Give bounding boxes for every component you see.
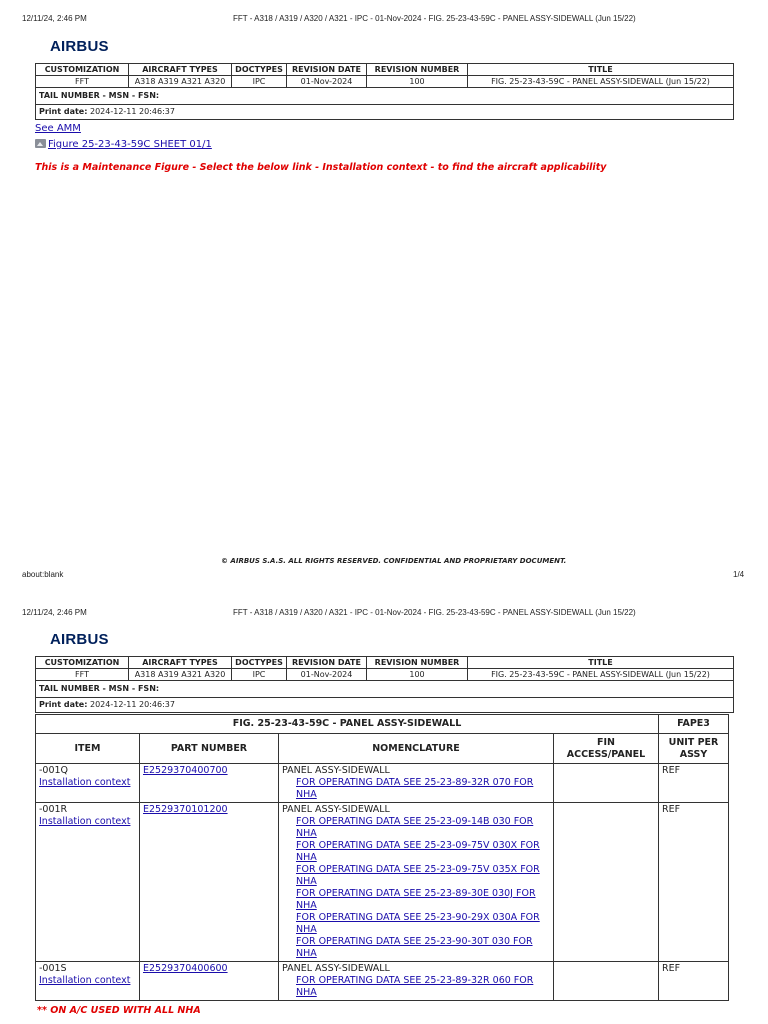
meta-value: A318 A319 A321 A320: [129, 669, 232, 681]
column-header-item: ITEM: [36, 734, 140, 764]
parts-header-row: [36, 734, 729, 764]
tail-number-label: TAIL NUMBER - MSN - FSN:: [36, 681, 734, 698]
nha-reference-link[interactable]: FOR OPERATING DATA SEE 25-23-09-75V 030X FOR NHA: [296, 840, 540, 863]
meta-value: 01-Nov-2024: [287, 76, 367, 88]
nha-reference-link[interactable]: FOR OPERATING DATA SEE 25-23-90-29X 030A FOR NHA: [296, 912, 540, 935]
table-row: [36, 962, 729, 1001]
column-header-unit-per-assy: UNIT PER ASSY: [659, 734, 729, 764]
meta-header: AIRCRAFT TYPES: [129, 64, 232, 76]
meta-value: FFT: [36, 669, 129, 681]
meta-header: REVISION DATE: [287, 657, 367, 669]
print-timestamp: 12/11/24, 2:46 PM: [22, 608, 87, 617]
item-cell: [36, 764, 140, 803]
meta-header: DOCTYPES: [232, 657, 287, 669]
item-number: -001R: [39, 804, 68, 815]
meta-value: FFT: [36, 76, 129, 88]
meta-value: IPC: [232, 76, 287, 88]
print-page-number: 1/4: [733, 570, 745, 579]
table-row: [36, 764, 729, 803]
meta-value-row: [36, 76, 734, 88]
maintenance-note: This is a Maintenance Figure - Select the below link - Installation context - to find the aircraft applicability: [35, 162, 607, 173]
item-number: -001Q: [39, 765, 69, 776]
column-header-part-number: PART NUMBER: [140, 734, 279, 764]
meta-header: REVISION NUMBER: [367, 657, 468, 669]
print-date: Print date: 2024-12-11 20:46:37: [36, 698, 734, 713]
figure-title-row: [36, 715, 729, 734]
nha-reference-link[interactable]: FOR OPERATING DATA SEE 25-23-89-30E 030J FOR NHA: [296, 888, 536, 911]
part-number-cell: [140, 764, 279, 803]
print-timestamp: 12/11/24, 2:46 PM: [22, 14, 87, 23]
print-date-row: [36, 105, 734, 120]
meta-header: TITLE: [468, 657, 734, 669]
print-date-value: 2024-12-11 20:46:37: [89, 107, 175, 116]
image-icon: [35, 139, 46, 148]
unit-per-assy-cell: REF: [659, 962, 729, 1001]
tail-number-label: TAIL NUMBER - MSN - FSN:: [36, 88, 734, 105]
meta-value: 100: [367, 76, 468, 88]
meta-value-row: [36, 669, 734, 681]
unit-per-assy-cell: REF: [659, 803, 729, 962]
meta-value: FIG. 25-23-43-59C - PANEL ASSY-SIDEWALL (Jun 15/22): [468, 669, 734, 681]
tail-number-row: [36, 681, 734, 698]
document-meta-table: [35, 656, 734, 713]
meta-header: TITLE: [468, 64, 734, 76]
meta-value: FIG. 25-23-43-59C - PANEL ASSY-SIDEWALL (Jun 15/22): [468, 76, 734, 88]
meta-header: DOCTYPES: [232, 64, 287, 76]
airbus-logo: AIRBUS: [50, 38, 109, 55]
meta-value: A318 A319 A321 A320: [129, 76, 232, 88]
fin-access-cell: [554, 962, 659, 1001]
nomenclature-text: PANEL ASSY-SIDEWALL: [282, 963, 390, 974]
meta-value: 01-Nov-2024: [287, 669, 367, 681]
airbus-logo: AIRBUS: [50, 631, 109, 648]
meta-header: REVISION DATE: [287, 64, 367, 76]
item-cell: [36, 803, 140, 962]
figure-title: FIG. 25-23-43-59C - PANEL ASSY-SIDEWALL: [36, 715, 659, 734]
part-number-link[interactable]: E2529370400600: [143, 963, 228, 974]
meta-value: IPC: [232, 669, 287, 681]
nha-reference-link[interactable]: FOR OPERATING DATA SEE 25-23-09-14B 030 FOR NHA: [296, 816, 534, 839]
print-header-title: FFT - A318 / A319 / A320 / A321 - IPC - 01-Nov-2024 - FIG. 25-23-43-59C - PANEL ASSY-SIDEWALL (Jun 15/22): [233, 14, 636, 23]
item-cell: [36, 962, 140, 1001]
installation-context-link[interactable]: Installation context: [39, 777, 131, 788]
fin-access-cell: [554, 803, 659, 962]
unit-per-assy-cell: REF: [659, 764, 729, 803]
nha-reference-link[interactable]: FOR OPERATING DATA SEE 25-23-90-30T 030 FOR NHA: [296, 936, 533, 959]
parts-list-table: [35, 714, 729, 1001]
installation-context-link[interactable]: Installation context: [39, 975, 131, 986]
copyright-notice: © AIRBUS S.A.S. ALL RIGHTS RESERVED. CONFIDENTIAL AND PROPRIETARY DOCUMENT.: [221, 557, 567, 565]
figure-code: FAPE3: [659, 715, 729, 734]
column-header-nomenclature: NOMENCLATURE: [279, 734, 554, 764]
nha-reference-link[interactable]: FOR OPERATING DATA SEE 25-23-09-75V 035X FOR NHA: [296, 864, 540, 887]
part-number-link[interactable]: E2529370101200: [143, 804, 228, 815]
meta-header-row: [36, 657, 734, 669]
nomenclature-cell: [279, 962, 554, 1001]
print-date: Print date: 2024-12-11 20:46:37: [36, 105, 734, 120]
print-footer-url: about:blank: [22, 570, 64, 579]
meta-header-row: [36, 64, 734, 76]
nomenclature-cell: [279, 803, 554, 962]
fin-access-cell: [554, 764, 659, 803]
document-meta-table: [35, 63, 734, 120]
print-date-value: 2024-12-11 20:46:37: [89, 700, 175, 709]
tail-number-row: [36, 88, 734, 105]
nha-reference-link[interactable]: FOR OPERATING DATA SEE 25-23-89-32R 070 FOR NHA: [296, 777, 534, 800]
installation-context-link[interactable]: Installation context: [39, 816, 131, 827]
nha-reference-link[interactable]: FOR OPERATING DATA SEE 25-23-89-32R 060 FOR NHA: [296, 975, 534, 998]
table-row: [36, 803, 729, 962]
nomenclature-cell: [279, 764, 554, 803]
print-header-title: FFT - A318 / A319 / A320 / A321 - IPC - 01-Nov-2024 - FIG. 25-23-43-59C - PANEL ASSY-SIDEWALL (Jun 15/22): [233, 608, 636, 617]
part-number-cell: [140, 803, 279, 962]
see-amm-link[interactable]: See AMM: [35, 123, 81, 134]
meta-header: REVISION NUMBER: [367, 64, 468, 76]
applicability-note: ** ON A/C USED WITH ALL NHA: [37, 1005, 201, 1016]
item-number: -001S: [39, 963, 67, 974]
meta-header: CUSTOMIZATION: [36, 657, 129, 669]
part-number-link[interactable]: E2529370400700: [143, 765, 228, 776]
meta-header: AIRCRAFT TYPES: [129, 657, 232, 669]
nomenclature-text: PANEL ASSY-SIDEWALL: [282, 804, 390, 815]
print-date-row: [36, 698, 734, 713]
figure-link-row: [35, 139, 212, 150]
meta-header: CUSTOMIZATION: [36, 64, 129, 76]
figure-sheet-link[interactable]: Figure 25-23-43-59C SHEET 01/1: [48, 139, 212, 150]
nomenclature-text: PANEL ASSY-SIDEWALL: [282, 765, 390, 776]
meta-value: 100: [367, 669, 468, 681]
column-header-fin-access: FIN ACCESS/PANEL: [554, 734, 659, 764]
part-number-cell: [140, 962, 279, 1001]
